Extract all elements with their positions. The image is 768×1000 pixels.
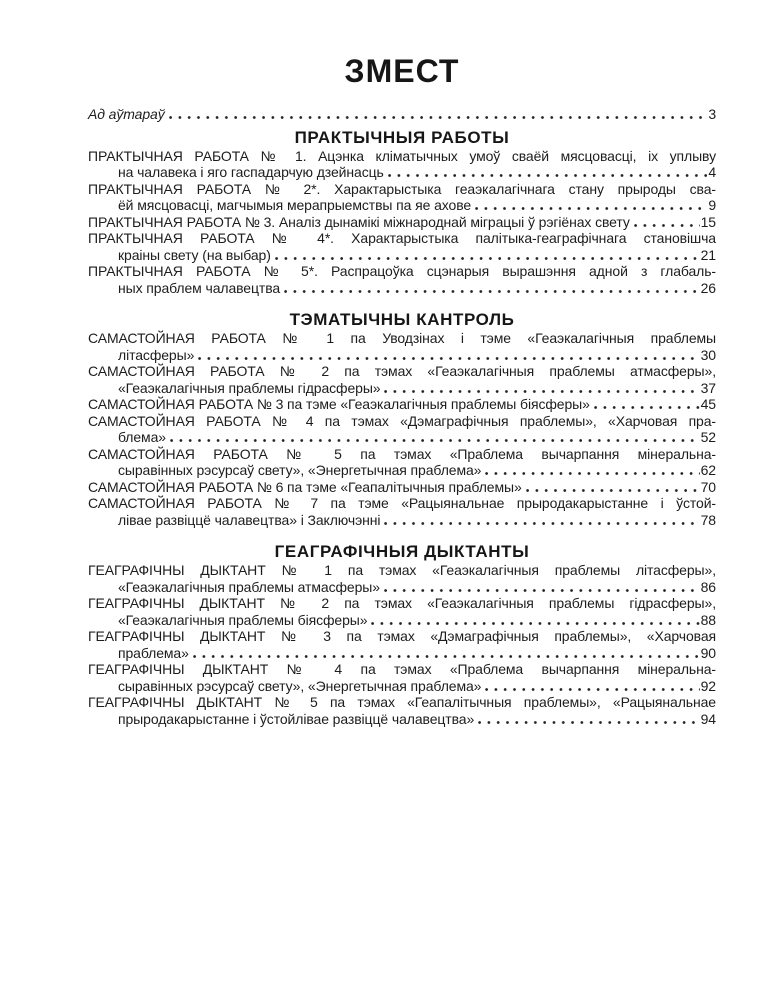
toc-entry-text: ных праблем чалавецтва [118, 279, 281, 296]
toc-entry [88, 446, 716, 479]
page-number: 94 [700, 710, 716, 727]
toc-entry-line: ПРАКТЫЧНАЯ РАБОТА № 1. Ацэнка кліматычных умоў сваёй мясцовасці, іх уплыву [88, 147, 716, 164]
toc-entry-final-line [88, 380, 716, 397]
page-title: ЗМЕСТ [344, 53, 460, 89]
dot-leader [169, 116, 708, 119]
dot-leader [475, 207, 707, 210]
dot-leader [371, 622, 699, 625]
toc-entry-text: САМАСТОЙНАЯ РАБОТА № 6 па тэме «Геапалітычныя праблемы» [88, 478, 522, 495]
toc-entry-line: ГЕАГРАФІЧНЫ ДЫКТАНТ № 5 па тэмах «Геапалітычныя праблемы», «Рацыянальнае [88, 694, 716, 710]
dot-leader [384, 522, 699, 525]
toc-entry-line: ГЕАГРАФІЧНЫ ДЫКТАНТ № 1 па тэмах «Геаэкалагічныя праблемы літасферы», [88, 562, 716, 578]
toc-entry-final-line [88, 247, 716, 264]
toc-entry-text: праблема» [118, 644, 189, 661]
toc-entry-line: ГЕАГРАФІЧНЫ ДЫКТАНТ № 4 па тэмах «Праблема вычарпання мінеральна- [88, 661, 716, 677]
toc-entry-text: Ад аўтараў [88, 106, 165, 122]
dot-leader [485, 688, 699, 691]
toc-entry-line: ГЕАГРАФІЧНЫ ДЫКТАНТ № 3 па тэмах «Дэмаграфічныя праблемы», «Харчовая [88, 628, 716, 644]
toc-entry [88, 363, 716, 396]
dot-leader [193, 655, 700, 658]
dot-leader [284, 290, 700, 293]
toc-entry [88, 230, 716, 263]
toc-entry [88, 263, 716, 296]
toc-entry-line: САМАСТОЙНАЯ РАБОТА № 5 па тэмах «Праблема вычарпання мінеральна- [88, 445, 716, 462]
page-number: 92 [700, 677, 716, 694]
toc-entry-line: ПРАКТЫЧНАЯ РАБОТА № 2*. Характарыстыка геаэкалагічнага стану прыроды сва- [88, 180, 716, 197]
toc-entry-text: ёй мясцовасці, магчымыя мерапрыемствы па яе ахове [118, 197, 472, 213]
page-number: 45 [700, 396, 716, 412]
page-number: 26 [700, 279, 716, 296]
toc-entry-text: сыравінных рэсурсаў свету», «Энергетычная праблема» [118, 462, 482, 478]
page-number: 30 [700, 346, 716, 363]
toc-entry-line: ГЕАГРАФІЧНЫ ДЫКТАНТ № 2 па тэмах «Геаэкалагічныя праблемы гідрасферы», [88, 595, 716, 611]
dot-leader [275, 257, 700, 260]
toc-entry-final-line [88, 214, 716, 231]
section-thematic-control [88, 311, 716, 528]
toc-entry [88, 214, 716, 231]
section-heading: ПРАКТЫЧНЫЯ РАБОТЫ [294, 127, 510, 147]
toc-entry-final-line [88, 645, 716, 662]
toc-entry [88, 628, 716, 661]
toc-entry-text: «Геаэкалагічныя праблемы атмасферы» [118, 578, 380, 595]
toc-entry-final-line [88, 197, 716, 214]
page-number: 9 [708, 197, 716, 213]
toc-entry-text: прыродакарыстанне і ўстойлівае развіццё чалавецтва» [118, 710, 475, 727]
dot-leader [198, 357, 699, 360]
toc-entry-line: ПРАКТЫЧНАЯ РАБОТА № 4*. Характарыстыка палітыка-геаграфічнага становішча [88, 230, 716, 246]
toc-entry [88, 595, 716, 628]
toc-entry-text: краіны свету (на выбар) [118, 246, 271, 263]
toc-entry-text: на чалавека і яго гаспадарчую дзейнасць [118, 164, 384, 180]
toc-entry [88, 396, 716, 413]
toc-entry [88, 479, 716, 496]
toc-entry-text: лівае развіццё чалавецтва» і Заключэнні [118, 511, 381, 528]
toc-entry-final-line [88, 462, 716, 479]
dot-leader [594, 406, 700, 409]
toc-entry-final-line [88, 512, 716, 529]
toc-entry-line: САМАСТОЙНАЯ РАБОТА № 4 па тэмах «Дэмаграфічныя праблемы», «Харчовая пра- [88, 412, 716, 429]
toc-entry [88, 148, 716, 181]
page-number: 15 [700, 213, 716, 230]
toc-content [88, 0, 716, 727]
section-practical-works [88, 129, 716, 297]
toc-entry-text: «Геаэкалагічныя праблемы гідрасферы» [118, 379, 381, 396]
dot-leader [634, 224, 700, 227]
toc-entry-text: САМАСТОЙНАЯ РАБОТА № 3 па тэме «Геаэкалагічныя праблемы біясферы» [88, 396, 590, 412]
toc-entry [88, 562, 716, 595]
page-number: 90 [700, 644, 716, 661]
toc-entry-final-line [88, 347, 716, 364]
dot-leader [384, 589, 700, 592]
toc-entry-final-line [88, 164, 716, 181]
toc-entry-line: ПРАКТЫЧНАЯ РАБОТА № 5*. Распрацоўка сцэнарыя вырашэння адной з глабаль- [88, 263, 716, 279]
page-number: 21 [700, 246, 716, 263]
page-number: 4 [708, 164, 716, 180]
page-number: 88 [700, 611, 716, 628]
toc-entry-text: сыравінных рэсурсаў свету», «Энергетычная праблема» [118, 677, 482, 694]
toc-entry [88, 661, 716, 694]
toc-entry-text: літасферы» [118, 346, 195, 363]
page-number: 86 [700, 578, 716, 595]
page-number: 52 [700, 429, 716, 445]
page-number: 37 [700, 379, 716, 396]
dot-leader [485, 472, 699, 475]
toc-entry-text: «Геаэкалагічныя праблемы біясферы» [118, 611, 368, 628]
toc-entry-final-line [88, 396, 716, 413]
toc-entry-final-line [88, 678, 716, 695]
toc-entry-final-line [88, 280, 716, 297]
page-number: 70 [700, 478, 716, 495]
toc-entry-line: САМАСТОЙНАЯ РАБОТА № 2 па тэмах «Геаэкалагічныя праблемы атмасферы», [88, 363, 716, 379]
page-number: 62 [700, 462, 716, 478]
toc-entry-final-line [88, 429, 716, 446]
section-geographic-dictations [88, 543, 716, 727]
toc-entry [88, 413, 716, 446]
toc-entry-final-line [88, 612, 716, 629]
dot-leader [170, 439, 700, 442]
section-heading: ТЭМАТЫЧНЫ КАНТРОЛЬ [289, 310, 515, 329]
toc-entry-text: блема» [118, 429, 166, 445]
toc-entry-text: ПРАКТЫЧНАЯ РАБОТА № 3. Аналіз дынамікі міжнароднай міграцыі ў рэгіёнах свету [88, 213, 630, 230]
dot-leader [478, 721, 699, 724]
toc-entry [88, 694, 716, 727]
toc-entry [88, 330, 716, 363]
toc-entry-from-authors [88, 106, 716, 123]
toc-entry-final-line [88, 711, 716, 728]
toc-entry [88, 495, 716, 528]
toc-entry-line: САМАСТОЙНАЯ РАБОТА № 1 па Уводзінах і тэме «Геаэкалагічныя праблемы [88, 330, 716, 346]
page-number: 78 [700, 511, 716, 528]
toc-entry-final-line [88, 479, 716, 496]
page-number: 3 [708, 106, 716, 122]
dot-leader [526, 489, 700, 492]
toc-entry-line: САМАСТОЙНАЯ РАБОТА № 7 па тэме «Рацыянальнае прыродакарыстанне і ўстой- [88, 495, 716, 511]
toc-entry [88, 181, 716, 214]
section-heading: ГЕАГРАФІЧНЫЯ ДЫКТАНТЫ [274, 542, 530, 561]
dot-leader [388, 174, 708, 177]
toc-entry-final-line [88, 579, 716, 596]
dot-leader [384, 390, 699, 393]
